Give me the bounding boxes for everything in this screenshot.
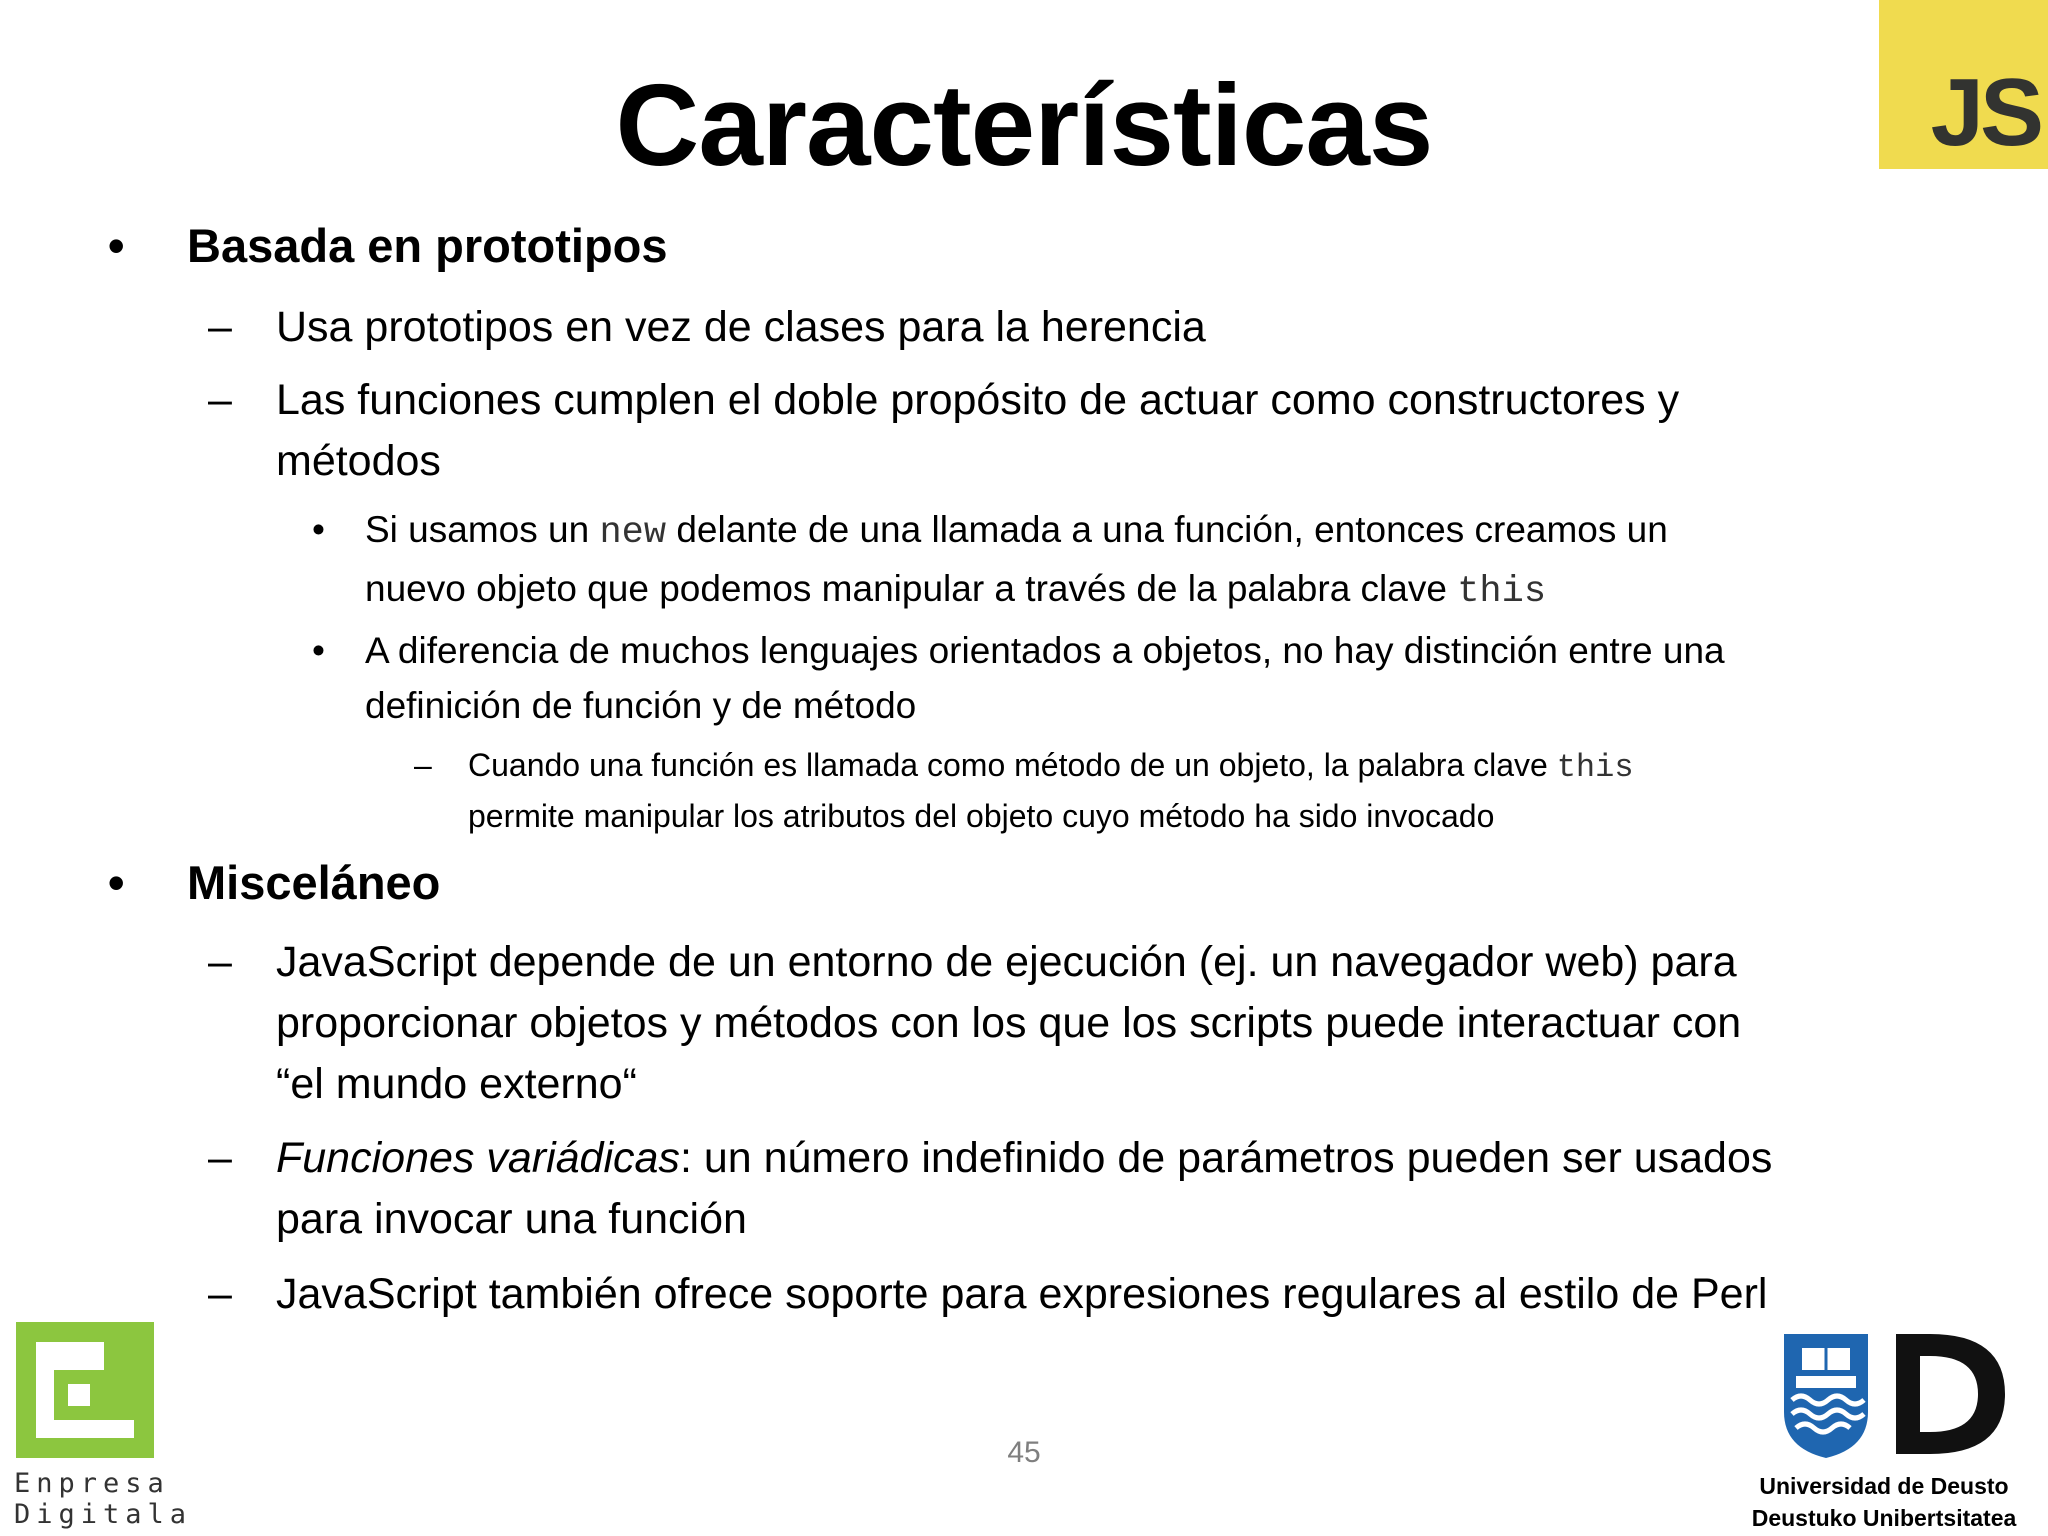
enpresa-digitala-logo-text: [14, 1468, 192, 1530]
list-item-line: permite manipular los atributos del objeto cuyo método ha sido invocado: [468, 798, 1495, 834]
logo-text-line: Universidad de Deusto: [1759, 1473, 2009, 1499]
js-logo: [1879, 0, 2048, 169]
text: : un número indefinido de parámetros pueden ser usados: [679, 1134, 1773, 1182]
list-item: [468, 741, 1634, 841]
list-item-line: JavaScript depende de un entorno de ejecución (ej. un navegador web) para: [276, 938, 1737, 986]
text: nuevo objeto que podemos manipular a través de la palabra clave: [365, 568, 1458, 609]
page-number: 45: [1007, 1436, 1041, 1469]
list-item-line: [468, 741, 1634, 792]
list-item: [365, 502, 1668, 620]
section-heading-miscellaneous: Misceláneo: [187, 856, 441, 909]
bullet-icon: •: [312, 630, 325, 671]
dash-icon: –: [208, 303, 232, 351]
list-item: [276, 1128, 1772, 1250]
slide-title: Características: [615, 60, 1433, 190]
list-item-line: [365, 502, 1668, 561]
js-logo-text: JS: [1930, 59, 2040, 166]
text: Cuando una función es llamada como método de un objeto, la palabra clave: [468, 747, 1557, 783]
dash-icon: –: [208, 1270, 232, 1318]
list-item-line: métodos: [276, 437, 441, 485]
dash-icon: –: [208, 376, 232, 424]
deusto-shield-logo-icon: [1780, 1330, 2010, 1460]
list-item-line: [365, 561, 1668, 620]
deusto-logo-text: [1720, 1470, 2048, 1534]
list-item: [276, 370, 1679, 492]
enpresa-digitala-logo-icon: [14, 1320, 158, 1460]
list-item-line: para invocar una función: [276, 1195, 747, 1243]
code-keyword-this: this: [1457, 571, 1547, 613]
list-item: Usa prototipos en vez de clases para la herencia: [276, 303, 1206, 351]
dash-icon: –: [208, 938, 232, 986]
list-item-line: proporcionar objetos y métodos con los que los scripts puede interactuar con: [276, 999, 1742, 1047]
logo-text-line: Deustuko Unibertsitatea: [1751, 1505, 2017, 1531]
dash-icon: –: [208, 1134, 232, 1182]
italic-term: Funciones variádicas: [276, 1134, 680, 1182]
logo-text-line: Digitala: [14, 1499, 193, 1530]
text: Si usamos un: [365, 509, 600, 550]
section-heading-prototypes: Basada en prototipos: [187, 219, 668, 272]
list-item-line: A diferencia de muchos lenguajes orientados a objetos, no hay distinción entre una: [365, 630, 1725, 671]
bullet-icon: •: [108, 856, 125, 909]
code-keyword-new: new: [599, 512, 667, 554]
list-item-line: [276, 1128, 1772, 1189]
dash-icon: –: [414, 747, 432, 783]
list-item: JavaScript también ofrece soporte para expresiones regulares al estilo de Perl: [276, 1270, 1768, 1318]
bullet-icon: •: [312, 509, 325, 550]
logo-text-line: Enpresa: [14, 1468, 170, 1499]
list-item: [276, 932, 1741, 1115]
list-item-line: “el mundo externo“: [276, 1060, 637, 1108]
bullet-icon: •: [108, 219, 125, 272]
list-item-line: definición de función y de método: [365, 685, 917, 726]
code-keyword-this: this: [1556, 749, 1634, 786]
list-item-line: Las funciones cumplen el doble propósito de actuar como constructores y: [276, 376, 1680, 424]
text: delante de una llamada a una función, entonces creamos un: [666, 509, 1668, 550]
list-item: [365, 623, 1725, 733]
